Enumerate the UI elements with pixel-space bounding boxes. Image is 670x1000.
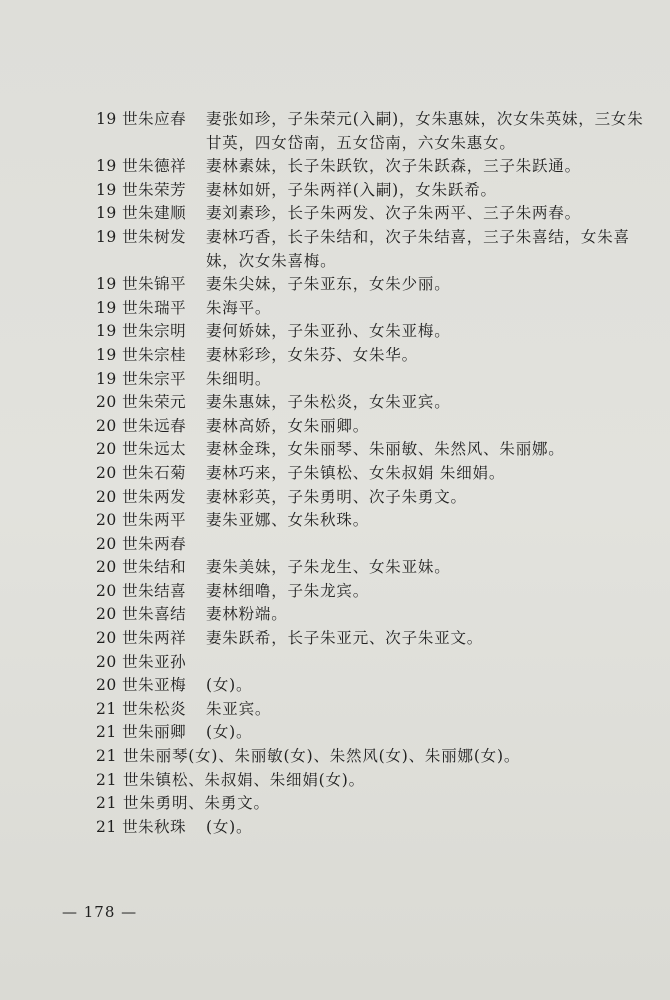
entry-description: 妻林巧香，长子朱结和，次子朱结喜，三子朱喜结，女朱喜妹，次女朱喜梅。 — [206, 227, 630, 270]
entry-name: 19 世朱树发 — [96, 227, 187, 246]
entry-row — [96, 226, 644, 273]
entry-name: 20 世朱两平 — [96, 511, 187, 530]
entry-description: (女)。 — [206, 676, 253, 695]
entry-row — [96, 698, 644, 722]
entry-name: 20 世朱两发 — [96, 487, 187, 506]
entry-name: 20 世朱亚梅 — [96, 676, 187, 695]
entry-description: 妻林素妹，长子朱跃钦，次子朱跃森，三子朱跃通。 — [206, 157, 581, 176]
entry-row — [96, 556, 644, 580]
entry-row — [96, 580, 644, 604]
entry-row — [96, 179, 644, 203]
entry-row — [96, 344, 644, 368]
entry-name: 20 世朱远太 — [96, 440, 187, 459]
entry-row — [96, 462, 644, 486]
entry-description: 妻林彩英，子朱勇明、次子朱勇文。 — [206, 487, 467, 506]
entry-row — [96, 745, 644, 769]
entry-row — [96, 674, 644, 698]
entry-name: 20 世朱荣元 — [96, 393, 187, 412]
entry-name: 19 世朱宗明 — [96, 322, 187, 341]
entry-row — [96, 297, 644, 321]
entry-name: 20 世朱两祥 — [96, 629, 187, 648]
entry-description: 妻何娇妹，子朱亚孙、女朱亚梅。 — [206, 322, 451, 341]
entry-row — [96, 391, 644, 415]
entry-row — [96, 792, 644, 816]
entry-row — [96, 273, 644, 297]
entry-name: 19 世朱锦平 — [96, 275, 187, 294]
entry-description: 妻林粉端。 — [206, 605, 288, 624]
entry-description: 妻林巧来，子朱镇松、女朱叔娟 朱细娟。 — [206, 463, 506, 482]
entry-description: 朱海平。 — [206, 298, 272, 317]
entry-description: 妻朱跃希，长子朱亚元、次子朱亚文。 — [206, 629, 484, 648]
entry-name: 20 世朱远春 — [96, 416, 187, 435]
entry-name: 19 世朱建顺 — [96, 204, 187, 223]
entry-description: 朱细明。 — [206, 369, 272, 388]
entry-row — [96, 486, 644, 510]
entry-row — [96, 320, 644, 344]
entry-row — [96, 627, 644, 651]
entry-description: 21 世朱镇松、朱叔娟、朱细娟(女)。 — [96, 770, 365, 789]
entry-description: 21 世朱丽琴(女)、朱丽敏(女)、朱然风(女)、朱丽娜(女)。 — [96, 747, 521, 766]
entry-row — [96, 509, 644, 533]
entry-row — [96, 155, 644, 179]
entry-row — [96, 415, 644, 439]
entry-row — [96, 202, 644, 226]
entry-description: 妻朱尖妹，子朱亚东，女朱少丽。 — [206, 275, 451, 294]
entry-name: 20 世朱结喜 — [96, 581, 187, 600]
entry-name: 21 世朱松炎 — [96, 699, 187, 718]
entry-description: (女)。 — [206, 723, 253, 742]
entry-row — [96, 438, 644, 462]
entry-description: 21 世朱勇明、朱勇文。 — [96, 794, 270, 813]
entry-row — [96, 603, 644, 627]
entry-row — [96, 769, 644, 793]
entry-row — [96, 651, 644, 675]
entry-description: 妻林如妍，子朱两祥(入嗣)，女朱跃希。 — [206, 180, 497, 199]
entry-name: 19 世朱瑞平 — [96, 298, 187, 317]
entry-row — [96, 533, 644, 557]
entry-description: 妻朱美妹，子朱龙生、女朱亚妹。 — [206, 558, 451, 577]
entry-name: 19 世朱宗平 — [96, 369, 187, 388]
entry-description: 朱亚宾。 — [206, 699, 272, 718]
entry-name: 21 世朱丽卿 — [96, 723, 187, 742]
entry-description: (女)。 — [206, 817, 253, 836]
entry-row — [96, 721, 644, 745]
entry-row — [96, 368, 644, 392]
entry-name: 19 世朱应春 — [96, 110, 187, 128]
entry-description: 妻朱惠妹，子朱松炎，女朱亚宾。 — [206, 393, 451, 412]
entry-description: 妻林细噜，子朱龙宾。 — [206, 581, 370, 600]
entry-name: 20 世朱喜结 — [96, 605, 187, 624]
entry-name: 20 世朱结和 — [96, 558, 187, 577]
genealogy-entries — [96, 108, 644, 839]
entry-row — [96, 816, 644, 840]
entry-name: 19 世朱德祥 — [96, 157, 187, 176]
entry-description: 妻张如珍，子朱荣元(入嗣)，女朱惠妹，次女朱英妹，三女朱甘英，四女岱南，五女岱南，六女朱惠女。 — [206, 110, 644, 152]
entry-description: 妻林金珠，女朱丽琴、朱丽敏、朱然风、朱丽娜。 — [206, 440, 565, 459]
entry-name: 19 世朱荣芳 — [96, 180, 187, 199]
entry-description: 妻刘素珍，长子朱两发、次子朱两平、三子朱两春。 — [206, 204, 581, 223]
entry-name: 21 世朱秋珠 — [96, 817, 187, 836]
entry-description: 妻林高娇，女朱丽卿。 — [206, 416, 370, 435]
entry-description: 妻朱亚娜、女朱秋珠。 — [206, 511, 370, 530]
entry-name: 20 世朱亚孙 — [96, 652, 187, 671]
entry-name: 19 世朱宗桂 — [96, 345, 187, 364]
entry-name: 20 世朱石菊 — [96, 463, 187, 482]
entry-name: 20 世朱两春 — [96, 534, 187, 553]
entry-row — [96, 108, 644, 155]
page-number: — 178 — — [62, 903, 138, 921]
entry-description: 妻林彩珍，女朱芬、女朱华。 — [206, 345, 418, 364]
